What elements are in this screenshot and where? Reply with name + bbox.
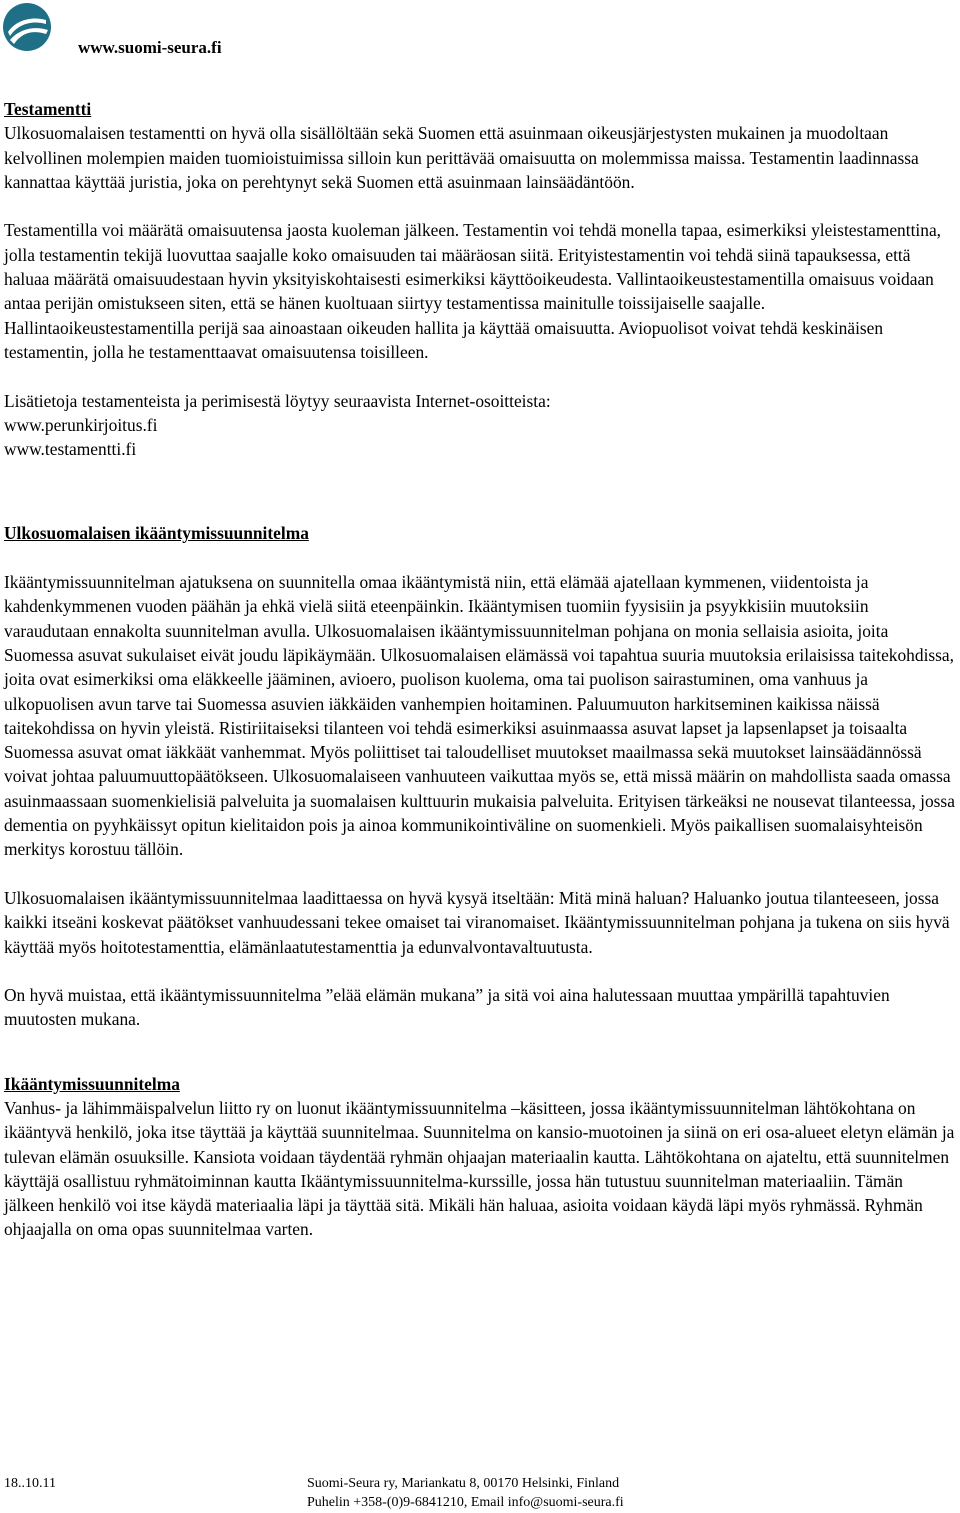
document-body (4, 97, 956, 1242)
page-header (0, 0, 960, 60)
section-heading-ulkosuomalaisen-ikaantymissuunnitelma: Ulkosuomalaisen ikääntymissuunnitelma (4, 523, 309, 544)
suomi-seura-logo-icon (2, 2, 52, 52)
paragraph: Ikääntymissuunnitelman ajatuksena on suunnitella omaa ikääntymistä niin, että elämää ajatellaan kymmenen, viidentoista ja kahdenkymmenen vuoden päähän ja ehkä vielä siitä eteenpäinkin. Ikääntymisen tuomiin fyysisiin ja psyykkisiin muutoksiin varaudutaan ennakolta suunnitelman avulla. Ulkosuomalaisen ikääntymissuunnitelman pohjana on monia sellaisia asioita, joita Suomessa asuvat sukulaiset eivät joudu läpikäymään. Ulkosuomalaisen elämässä voi tapahtua suuria muutoksia erilaisissa taitekohdissa, joita ovat esimerkiksi oma eläkkeelle jääminen, avioero, puolison kuolema, oma tai puolison sairastuminen, oma vanhuus ja ulkopuolisen avun tarve tai Suomessa asuvien iäkkäiden vanhempien hoitaminen. Paluumuuton harkitseminen kaikissa näissä taitekohdissa on hyvin yleistä. Ristiriitaiseksi tilanteen voi tehdä esimerkiksi asuinmaassa asuvat lapset ja lapsenlapset ja toisaalta Suomessa asuvat omat iäkkäät vanhemmat. Myös poliittiset tai taloudelliset muutokset maailmassa sekä muutokset lainsäädännössä voivat johtaa paluumuuttopäätökseen. Ulkosuomalaiseen vanhuuteen vaikuttaa myös se, että missä määrin on mahdollista saada omassa asuinmaassaan suomenkielisiä palveluita ja suomalaisen kulttuurin mukaisia palveluita. Erityisen tärkeäksi ne nousevat tilanteessa, jossa dementia on pyyhkäissyt opitun kielitaidon pois ja ainoa kommunikointiväline on suomenkieli. Myös paikallisen suomalaisyhteisön merkitys korostuu tällöin. (4, 572, 955, 860)
link-perunkirjoitus[interactable]: www.perunkirjoitus.fi (4, 414, 158, 435)
footer-contact-line: Puhelin +358-(0)9-6841210, Email info@suomi-seura.fi (307, 1495, 624, 1510)
paragraph: Vanhus- ja lähimmäispalvelun liitto ry on luonut ikääntymissuunnitelma –käsitteen, jossa ikääntymissuunnitelman lähtökohtana on ikääntyvä henkilö, joka itse täyttää ja käyttää suunnitelmaa. Suunnitelma on kansio-muotoinen ja siinä on eri osa-alueet eletyn elämän ja tulevan elämän osuuksille. Kansiota voidaan täydentää ryhmän ohjaajan materiaalin kautta. Lähtökohtana on ajateltu, että suunnitelmen käyttäjä osallistuu ryhmätoiminnan kautta Ikääntymissuunnitelma-kurssille, jossa hän tutustuu suunnitelman materiaaliin. Tämän jälkeen henkilö voi itse käydä materiaalia läpi ja täyttää sitä. Mikäli hän haluaa, asioita voidaan käydä läpi myös ryhmässä. Ryhmän ohjaajalla on oma opas suunnitelmaa varten. (4, 1097, 955, 1240)
paragraph: Testamentilla voi määrätä omaisuutensa jaosta kuoleman jälkeen. Testamentin voi tehdä monella tapaa, esimerkiksi yleistestamenttina, jolla testamentin tekijä luovuttaa saajalle koko omaisuuden tai määräosan siitä. Erityistestamentin voi tehdä siinä tapauksessa, että haluaa määrätä omaisuudestaan hyvin yksityiskohtaisesti esimerkiksi käyttöoikeudesta. Vallintaoikeustestamentilla omaisuus voidaan antaa perijän omistukseen siten, että se hänen kuoltuaan siirtyy testamentissa mainitulle toissijaiselle saajalle. Hallintaoikeustestamentilla perijä saa ainoastaan oikeuden hallita ja käyttää omaisuutta. Aviopuolisot voivat tehdä keskinäisen testamentin, jolla he testamenttaavat omaisuutensa toisilleen. (4, 220, 942, 362)
paragraph: On hyvä muistaa, että ikääntymissuunnitelma ”elää elämän mukana” ja sitä voi aina halutessaan muuttaa ympärillä tapahtuvien muutosten mukana. (4, 985, 890, 1030)
section-heading-ikaantymissuunnitelma: Ikääntymissuunnitelma (4, 1073, 180, 1094)
link-testamentti[interactable]: www.testamentti.fi (4, 439, 137, 460)
footer-address-line: Suomi-Seura ry, Mariankatu 8, 00170 Helsinki, Finland (307, 1476, 620, 1491)
footer-date: 18..10.11 (4, 1476, 56, 1491)
footer-address (307, 1474, 624, 1512)
section-heading-testamentti: Testamentti (4, 99, 92, 119)
paragraph: Ulkosuomalaisen testamentti on hyvä olla sisällöltään sekä Suomen että asuinmaan oikeusjärjestysten mukainen ja muodoltaan kelvollinen molempien maiden tuomioistuimissa silloin kun perittävää omaisuutta on molemmissa maissa. Testamentin laadinnassa kannattaa käyttää juristia, joka on perehtynyt sekä Suomen että asuinmaan lainsäädäntöön. (4, 123, 919, 192)
paragraph: Ulkosuomalaisen ikääntymissuunnitelmaa laadittaessa on hyvä kysyä itseltään: Mitä minä haluan? Haluanko joutua tilanteeseen, jossa kaikki itseäni koskevat päätökset vanhuudessani tekee omaiset tai viranomaiset. Ikääntymissuunnitelman pohjana ja tukena on siis hyvä käyttää myös hoitotestamenttia, elämänlaatutestamenttia ja edunvalvontavaltuutusta. (4, 887, 950, 957)
paragraph: Lisätietoja testamenteista ja perimisestä löytyy seuraavista Internet-osoitteista: (4, 390, 551, 411)
site-url[interactable]: www.suomi-seura.fi (78, 38, 222, 57)
